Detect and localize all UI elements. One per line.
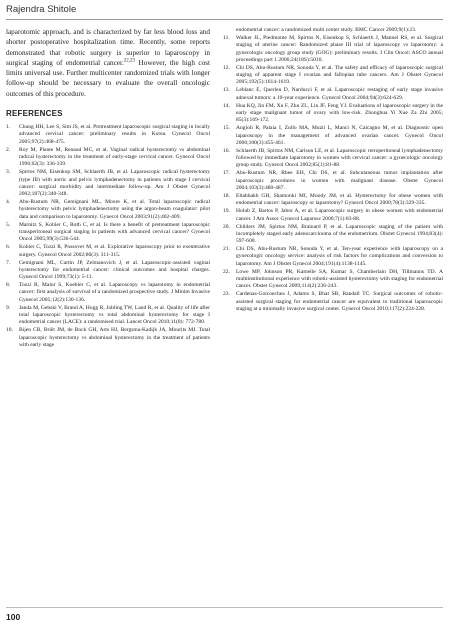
- reference-text: Angioli R, Palaia I, Zullo MA, Muzii L, Manci N, Calcagno M, et al. Diagnostic open laparoscopy in the management of advanced ovarian cancer. Gynecol Oncol 2006;100(3):455-461.: [236, 125, 443, 146]
- reference-number: 20.: [223, 223, 230, 230]
- reference-number: 12.: [223, 64, 230, 71]
- reference-item: [6, 147, 210, 169]
- running-header-author: Rajendra Shitole: [6, 4, 77, 15]
- page-number: 100: [6, 612, 21, 622]
- reference-number: 4.: [6, 199, 11, 206]
- reference-text: Walker JL, Piedmonte M, Spirtos N, Eisenkop S, Schlaerth J, Mannel RS, et al. Surgical staging of uterine cancer: Randomized phase III trial of laparoscopy vs laparotomy: a gynecologic oncology group study (GOG): preliminary results. J Clin Oncol: ASCO annual proceedings part 1 2006;24(18S):5010.: [236, 34, 443, 63]
- reference-item: [6, 260, 210, 282]
- reference-item: [223, 208, 443, 223]
- reference-number: 23.: [223, 291, 230, 298]
- reference-item: [223, 193, 443, 208]
- citation-superscript: 22,23: [123, 58, 136, 64]
- reference-text: Kohler C, Tozzi R, Possover M, et al. Explorative laparoscopy prior to exenterative surgery. Gynecol Oncol 2002;86(3): 311-315.: [19, 244, 210, 258]
- reference-number: 16.: [223, 147, 230, 154]
- reference-number: 19.: [223, 208, 230, 215]
- references-heading: REFERENCES: [6, 109, 63, 119]
- reference-item: [223, 103, 443, 125]
- reference-item: [223, 35, 443, 64]
- references-list-left: [6, 124, 210, 349]
- reference-item: [6, 169, 210, 198]
- reference-item: [223, 27, 443, 34]
- reference-item: [223, 148, 443, 170]
- reference-number: 1.: [6, 124, 11, 131]
- reference-number: 8.: [6, 282, 11, 289]
- reference-text: Marnitz S, Kohler C, Roth C, et al. Is there a benefit of pretreatment laparoscopic transperitoneal surgical staging in patients with advanced cervical cancer? Gynecol Oncol 2005;99(3):536-544.: [19, 221, 210, 243]
- reference-text: Hua KQ, Jin FM, Xu F, Zhu ZL, Lin JF, Feng YJ. Evaluations of laparoscopic surgery in the early stage malignant tumor of ovary with low-risk. Zhonghua Yi Xue Za Zhi 2005; 85(3):169-172.: [236, 102, 443, 124]
- right-column: [223, 27, 443, 314]
- reference-text: Chi DS, Abu-Rustum NR, Sonoda Y, et al. The safety and efficacy of laparoscopic surgical staging of apparent stage I ovarian and fallopian tube cancers. Am J Obstet Gynecol 2005;192(5):1614-1619.: [236, 64, 443, 86]
- reference-number: 9.: [6, 304, 11, 311]
- reference-text: Chung HH, Lee S, Sim JS, et al. Pretreatment laparoscopic surgical staging in locally advanced cervical cancer: preliminary results in Korea. Gynecol Oncol 2005;97(2):468-475.: [19, 124, 210, 145]
- reference-number: 3.: [6, 169, 11, 176]
- reference-number: 5.: [6, 221, 11, 228]
- reference-text: Abu-Rustum NR, Rhee EH, Chi DS, et al. Subcutaneous tumor implantation after laparoscopic procedures in women with malignant disease. Obstet Gynecol 2004;103(3):480-487.: [236, 170, 443, 192]
- body-text-before: laparotomic approach, and is characterized by far less blood loss and shorter postoperative hospitalization time. Recently, some reports demonstrated that robotic surgery is superior to laparoscopy in surgical staging of endometrial cancer.: [6, 28, 210, 67]
- reference-number: 11.: [223, 34, 230, 41]
- reference-number: 21.: [223, 246, 230, 253]
- reference-text: Leblanc E, Querleu D, Narducci F, et al. Laparoscopic restaging of early stage invasive adnexal tumors: a 10-year experience. Gynecol Oncol 2004;94(3):624-629.: [236, 87, 443, 101]
- reference-item: [6, 199, 210, 221]
- body-paragraph: [6, 27, 210, 99]
- reference-text: Bijen CB, Briët JM, de Bock GH, Arts HJ, Bergsma-Kadijk JA, Mourits MJ. Total laparoscopic hysterectomy vs abdominal hysterectomy in the treatment of patients with early stage: [19, 327, 210, 348]
- reference-text: Cardenas-Goicoechea J, Adams S, Bhat SB, Randall TC. Surgical outcomes of robotic-assisted surgical staging for endometrial cancer are equivalent to traditional laparoscopic staging at a minimally invasive surgical center. Gynecol Oncol 2010;117(2):224-228.: [236, 291, 443, 312]
- body-text-after: However, the high cost limits universal use. Further multicenter randomized trials with longer follow-up should be necessary to evaluate the overall oncologic outcomes of this procedure.: [6, 58, 210, 98]
- reference-item: [223, 269, 443, 291]
- footer-rule: [6, 607, 443, 608]
- reference-item: [223, 224, 443, 246]
- reference-number: 6.: [6, 244, 11, 251]
- reference-text: Lowe MP, Johnson PR, Kamelle SA, Kumar S, Chamberlain DH, Tillmanns TD. A multiinstitutional experience with robotic-assisted hysterectomy with staging for endometrial cancer. Obstet Gynecol 2009;114(2):236-243.: [236, 268, 443, 290]
- reference-number: 13.: [223, 87, 230, 94]
- reference-item: [6, 327, 210, 349]
- reference-text: Abu-Rustum NR, Gemignani ML, Moore K, et al. Total laparoscopic radical hysterectomy with pelvic lymphadenectomy using the argon-beam coagulator: pilot data and comparison to laparotomy. Gynecol Oncol 2003;91(2):402-409.: [19, 199, 210, 220]
- reference-item: [6, 124, 210, 146]
- reference-number: 17.: [223, 170, 230, 177]
- reference-number: 15.: [223, 125, 230, 132]
- reference-text: Chi DS, Abu-Rustum NR, Sonoda Y, et al. Ten-year experience with laparoscopy on a gynecologic oncology service: analysis of risk factors for complications and conversion to laparotomy. Am J Obstet Gynecol 2004;191(4):1138-1145.: [236, 246, 443, 267]
- reference-item: [223, 170, 443, 192]
- reference-item: [223, 291, 443, 313]
- reference-item: [223, 246, 443, 268]
- reference-item: [6, 305, 210, 327]
- reference-number: 18.: [223, 193, 230, 200]
- reference-text: Roy M, Plante M, Renaud MC, et al. Vaginal radical hysterectomy vs abdominal radical hysterectomy in the treatment of early-stage cervical cancer. Gynecol Oncol 1996;62(3): 336-339.: [19, 146, 210, 168]
- left-column: [6, 27, 210, 350]
- reference-text: endometrial cancer: a randomized multi center study. BMC Cancer 2009;9(1):23.: [236, 27, 417, 33]
- reference-text: Holub Z, Bartos P, Jabor A, et al. Laparoscopic surgery in obese women with endometrial cancer. J Am Assoc Gynecol Laparosc 2000;7(1):83-88.: [236, 208, 443, 222]
- reference-text: Spirtos NM, Eisenkop SM, Schlaerth JB, et al. Laparoscopic radical hysterectomy (type III) with aortic and pelvic lymphadenectomy in patients with stage I cervical cancer: surgical morbidity and intermediate follow-up. Am J Obstet Gynecol 2002;187(2):340-348.: [19, 169, 210, 198]
- reference-item: [223, 125, 443, 147]
- reference-number: 22.: [223, 268, 230, 275]
- reference-text: Janda M, Gebski V, Brand A, Hogg R, Jobling TW, Land R, et al. Quality of life after total laparoscopic hysterectomy vs total abdominal hysterectomy for stage I endometrial cancer (LACE): a randomised trial. Lancet Oncol 2010;11(8): 772-780.: [19, 304, 210, 326]
- references-list-right: [223, 27, 443, 313]
- reference-text: Eltabbakh GH, Shamonki MI, Moody JM, et al. Hysterectomy for obese women with endometrial cancer: laparoscopy or laparotomy? Gynecol Oncol 2000;78(3):329-335.: [236, 193, 443, 207]
- reference-item: [6, 244, 210, 259]
- reference-text: Tozzi R, Malur S, Koehler C, et al. Laparoscopy vs laparotomy in endometrial cancer: first analysis of survival of a randomized prospective study. J Minim Invasive Gynecol 2005;12(2):130-136.: [19, 282, 210, 303]
- reference-number: 7.: [6, 259, 11, 266]
- reference-text: Gemignani ML, Curtin JP, Zelmanovich J, et al. Laparoscopic-assisted vaginal hysterectomy for endometrial cancer: clinical outcomes and hospital charges. Gynecol Oncol 1999;73(1): 5-11.: [19, 259, 210, 281]
- reference-item: [223, 65, 443, 87]
- header-rule: [6, 19, 443, 20]
- reference-text: Schlaerth JB, Spirtos NM, Carlson LE, et al. Laparoscopic retroperitoneal lymphadenectomy followed by immediate laparotomy in women with cervical cancer: a gynecologic oncology group study. Gynecol Oncol 2002;85(1):81-88.: [236, 147, 443, 169]
- reference-number: 14.: [223, 102, 230, 109]
- reference-number: 2.: [6, 146, 11, 153]
- reference-item: [223, 87, 443, 102]
- reference-text: Childers JM, Spirtos NM, Brainard P, et al. Laparoscopic staging of the patient with incompletely staged early adenocarcinoma of the endometrium. Obstet Gynecol 1994;83(4): 597-600.: [236, 223, 443, 245]
- reference-item: [6, 222, 210, 244]
- reference-item: [6, 282, 210, 304]
- reference-number: 10.: [6, 327, 13, 334]
